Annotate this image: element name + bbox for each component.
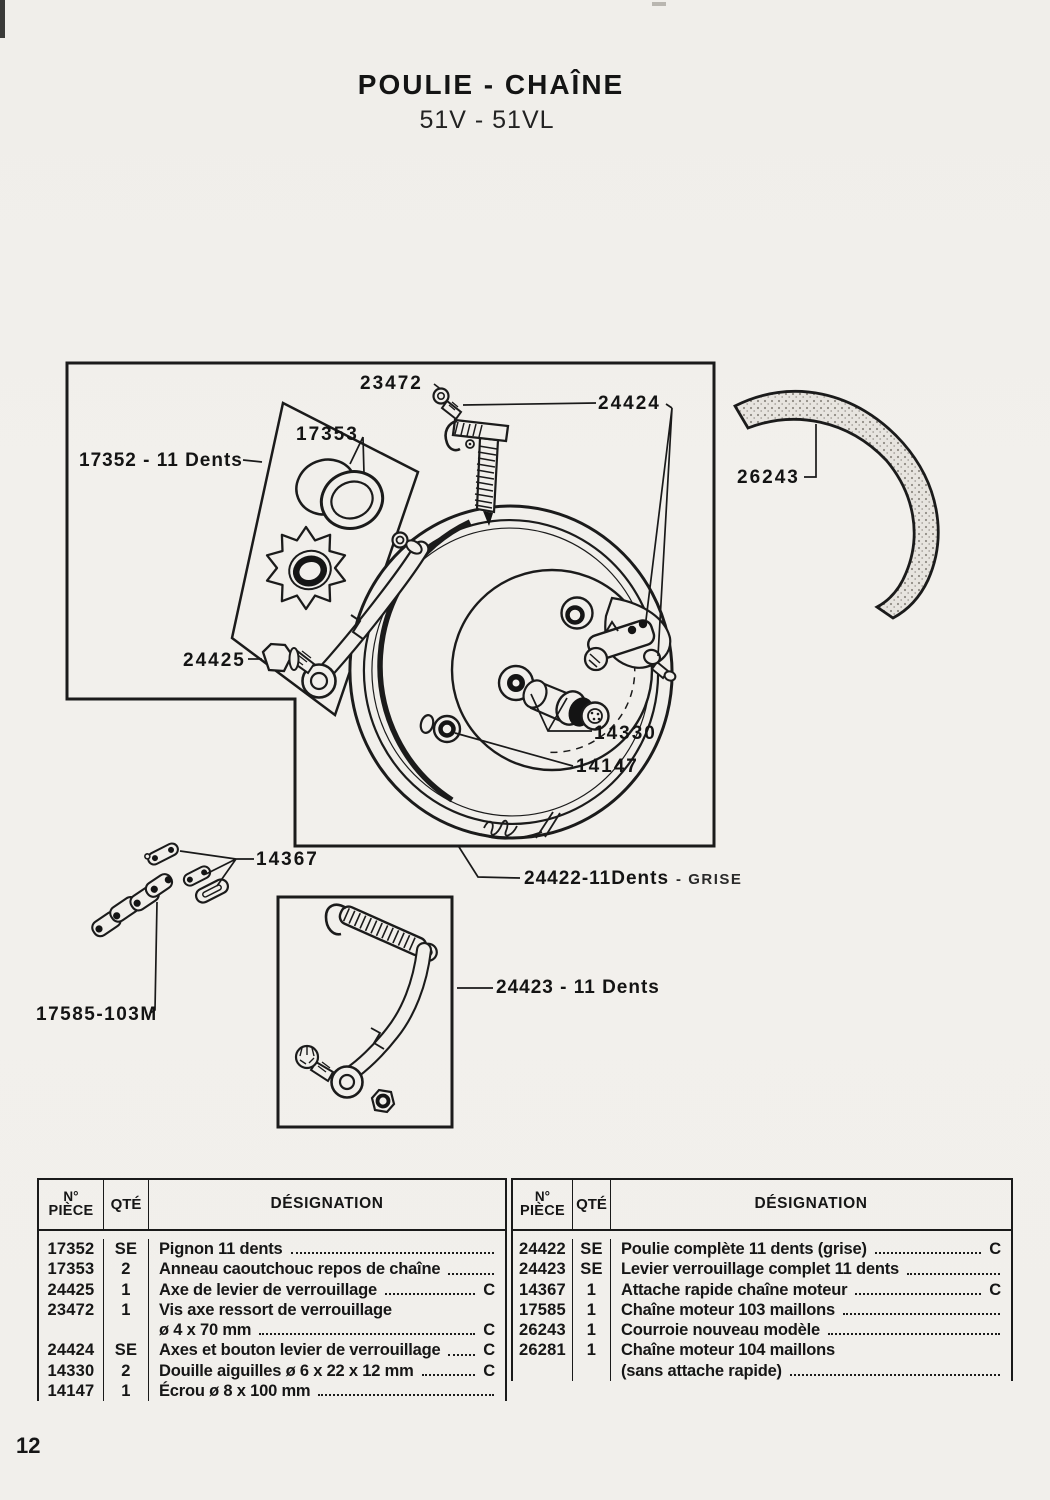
qty-cell: 1: [573, 1280, 611, 1300]
dot-leader: [875, 1252, 981, 1254]
table-row-line: [513, 1239, 1011, 1259]
header-designation: DÉSIGNATION: [754, 1195, 868, 1213]
header-piece: [39, 1180, 104, 1229]
table-row-line: [513, 1320, 1011, 1340]
rubber-ring-drawing: [288, 451, 391, 538]
piece-cell: [39, 1320, 104, 1340]
motor-chain-drawing: [88, 871, 176, 939]
designation-cell: [149, 1280, 505, 1300]
header-piece-label: PIÈCE: [519, 1202, 565, 1219]
designation-cell: [149, 1361, 505, 1381]
piece-cell: [513, 1361, 573, 1381]
designation-text: Attache rapide chaîne moteur: [621, 1280, 848, 1299]
designation-cell: [611, 1340, 1011, 1360]
part-label-14330: 14330: [594, 723, 657, 744]
qty-cell: 2: [104, 1259, 149, 1279]
designation-cell: [611, 1320, 1011, 1340]
qty-cell: 1: [573, 1300, 611, 1320]
complete-locking-lever-drawing: [296, 904, 440, 1112]
qty-cell: SE: [104, 1340, 149, 1360]
belt-drawing: [735, 391, 938, 618]
dot-leader: [259, 1333, 475, 1335]
table-row-line: [513, 1340, 1011, 1360]
designation-text: Anneau caoutchouc repos de chaîne: [159, 1260, 441, 1279]
table-row-line: [513, 1280, 1011, 1300]
c-flag: C: [483, 1341, 495, 1360]
dot-leader: [828, 1333, 1000, 1335]
qty-cell: 1: [104, 1280, 149, 1300]
lock-bolt-24425-drawing: [263, 644, 314, 673]
piece-cell: 14147: [39, 1381, 104, 1401]
designation-text: Chaîne moteur 103 maillons: [621, 1300, 835, 1319]
designation-text: Écrou ø 8 x 100 mm: [159, 1382, 311, 1401]
table-row-line: [39, 1381, 505, 1401]
table-body-right: [513, 1231, 1011, 1381]
table-row-line: [39, 1361, 505, 1381]
dot-leader: [790, 1374, 1000, 1376]
part-label-14147: 14147: [576, 756, 639, 777]
part-label-17585-103M: 17585-103M: [36, 1004, 158, 1025]
piece-cell: 24424: [39, 1340, 104, 1360]
piece-cell: 24422: [513, 1239, 573, 1259]
designation-text: Courroie nouveau modèle: [621, 1321, 820, 1340]
part-label-24422: [524, 868, 742, 890]
sprocket-drawing: [267, 527, 345, 609]
part-label-24422-grise: - GRISE: [676, 871, 743, 888]
dot-leader: [385, 1293, 475, 1295]
qty-cell: 1: [573, 1340, 611, 1360]
piece-cell: 14367: [513, 1280, 573, 1300]
designation-cell: [611, 1259, 1011, 1279]
dot-leader: [843, 1313, 1000, 1315]
header-no: N°: [534, 1188, 551, 1204]
designation-text: Pignon 11 dents: [159, 1240, 283, 1258]
pulley-drawing: [331, 488, 691, 857]
qty-cell: 1: [104, 1381, 149, 1401]
dot-leader: [318, 1394, 494, 1396]
table-row-line: [513, 1259, 1011, 1279]
part-label-26243: 26243: [737, 467, 800, 488]
designation-cell: [149, 1340, 505, 1360]
dot-leader: [448, 1273, 494, 1275]
piece-cell: 17352: [39, 1239, 104, 1259]
page-subtitle: 51V - 51VL: [419, 106, 555, 134]
header-piece: [513, 1180, 573, 1229]
part-label-24423: 24423 - 11 Dents: [496, 977, 660, 998]
scan-corner-mark: [0, 0, 5, 38]
c-flag: C: [483, 1361, 495, 1380]
designation-cell: [149, 1259, 505, 1279]
designation-text: Poulie complète 11 dents (grise): [621, 1240, 867, 1258]
part-label-24422-main: 24422-11Dents: [524, 868, 670, 889]
piece-cell: 14330: [39, 1361, 104, 1381]
part-label-24425: 24425: [183, 650, 246, 671]
qty-cell: 1: [573, 1320, 611, 1340]
c-flag: C: [989, 1280, 1001, 1299]
piece-cell: 26243: [513, 1320, 573, 1340]
qty-cell: [573, 1361, 611, 1381]
qty-cell: SE: [573, 1259, 611, 1279]
piece-cell: 26281: [513, 1340, 573, 1360]
designation-text: Douille aiguilles ø 6 x 22 x 12 mm: [159, 1361, 414, 1380]
page-title: POULIE - CHAÎNE: [357, 69, 625, 100]
designation-text: Chaîne moteur 104 maillons: [621, 1341, 835, 1360]
piece-cell: 24423: [513, 1259, 573, 1279]
table-row-line: [39, 1320, 505, 1340]
parts-table-right: [511, 1178, 1013, 1381]
designation-cell: [149, 1320, 505, 1340]
c-flag: C: [483, 1280, 495, 1299]
table-body-left: [39, 1231, 505, 1401]
designation-text: Levier verrouillage complet 11 dents: [621, 1260, 899, 1279]
scan-mark: [652, 2, 666, 6]
piece-cell: 17353: [39, 1259, 104, 1279]
table-row-line: [39, 1280, 505, 1300]
dot-leader: [907, 1273, 1000, 1275]
table-row-line: [39, 1340, 505, 1360]
part-label-14367: 14367: [256, 849, 319, 870]
designation-cell: [149, 1300, 505, 1320]
piece-cell: 24425: [39, 1280, 104, 1300]
header-no: N°: [63, 1188, 79, 1204]
table-row-line: [513, 1300, 1011, 1320]
designation-cell: [611, 1280, 1011, 1300]
dot-leader: [291, 1252, 494, 1254]
page-number: 12: [16, 1433, 41, 1458]
qty-cell: 2: [104, 1361, 149, 1381]
c-flag: C: [989, 1240, 1001, 1258]
table-header: [513, 1180, 1011, 1231]
header-piece-label: PIÈCE: [48, 1202, 94, 1219]
part-label-17353: 17353: [296, 424, 359, 445]
designation-cell: [611, 1361, 1011, 1381]
qty-cell: 1: [104, 1300, 149, 1320]
spring-screw-drawing: [434, 389, 462, 420]
table-row-line: [39, 1300, 505, 1320]
parts-table-left: [37, 1178, 507, 1401]
designation-text: Vis axe ressort de verrouillage: [159, 1300, 392, 1319]
piece-cell: 17585: [513, 1300, 573, 1320]
table-row-line: [513, 1361, 1011, 1381]
qty-cell: SE: [104, 1239, 149, 1259]
table-row-line: [39, 1259, 505, 1279]
part-label-23472: 23472: [360, 373, 423, 394]
designation-text: (sans attache rapide): [621, 1361, 782, 1380]
part-label-24424: 24424: [598, 393, 661, 414]
designation-cell: [149, 1381, 505, 1401]
designation-text: Axes et bouton levier de verrouillage: [159, 1341, 441, 1360]
designation-text: Axe de levier de verrouillage: [159, 1280, 377, 1299]
c-flag: C: [483, 1321, 495, 1340]
part-label-17352: 17352 - 11 Dents: [79, 450, 243, 471]
header-qty: QTÉ: [104, 1180, 149, 1229]
dot-leader: [422, 1374, 475, 1376]
header-designation: DÉSIGNATION: [270, 1195, 384, 1213]
piece-cell: 23472: [39, 1300, 104, 1320]
table-header: [39, 1180, 505, 1231]
header-qty: QTÉ: [573, 1180, 611, 1229]
table-row-line: [39, 1239, 505, 1259]
dot-leader: [855, 1293, 981, 1295]
designation-text: ø 4 x 70 mm: [159, 1321, 252, 1340]
designation-cell: [611, 1239, 1011, 1259]
parts-table: [37, 1178, 1014, 1405]
designation-cell: [149, 1239, 505, 1259]
qty-cell: [104, 1320, 149, 1340]
designation-cell: [611, 1300, 1011, 1320]
dot-leader: [448, 1354, 475, 1356]
qty-cell: SE: [573, 1239, 611, 1259]
